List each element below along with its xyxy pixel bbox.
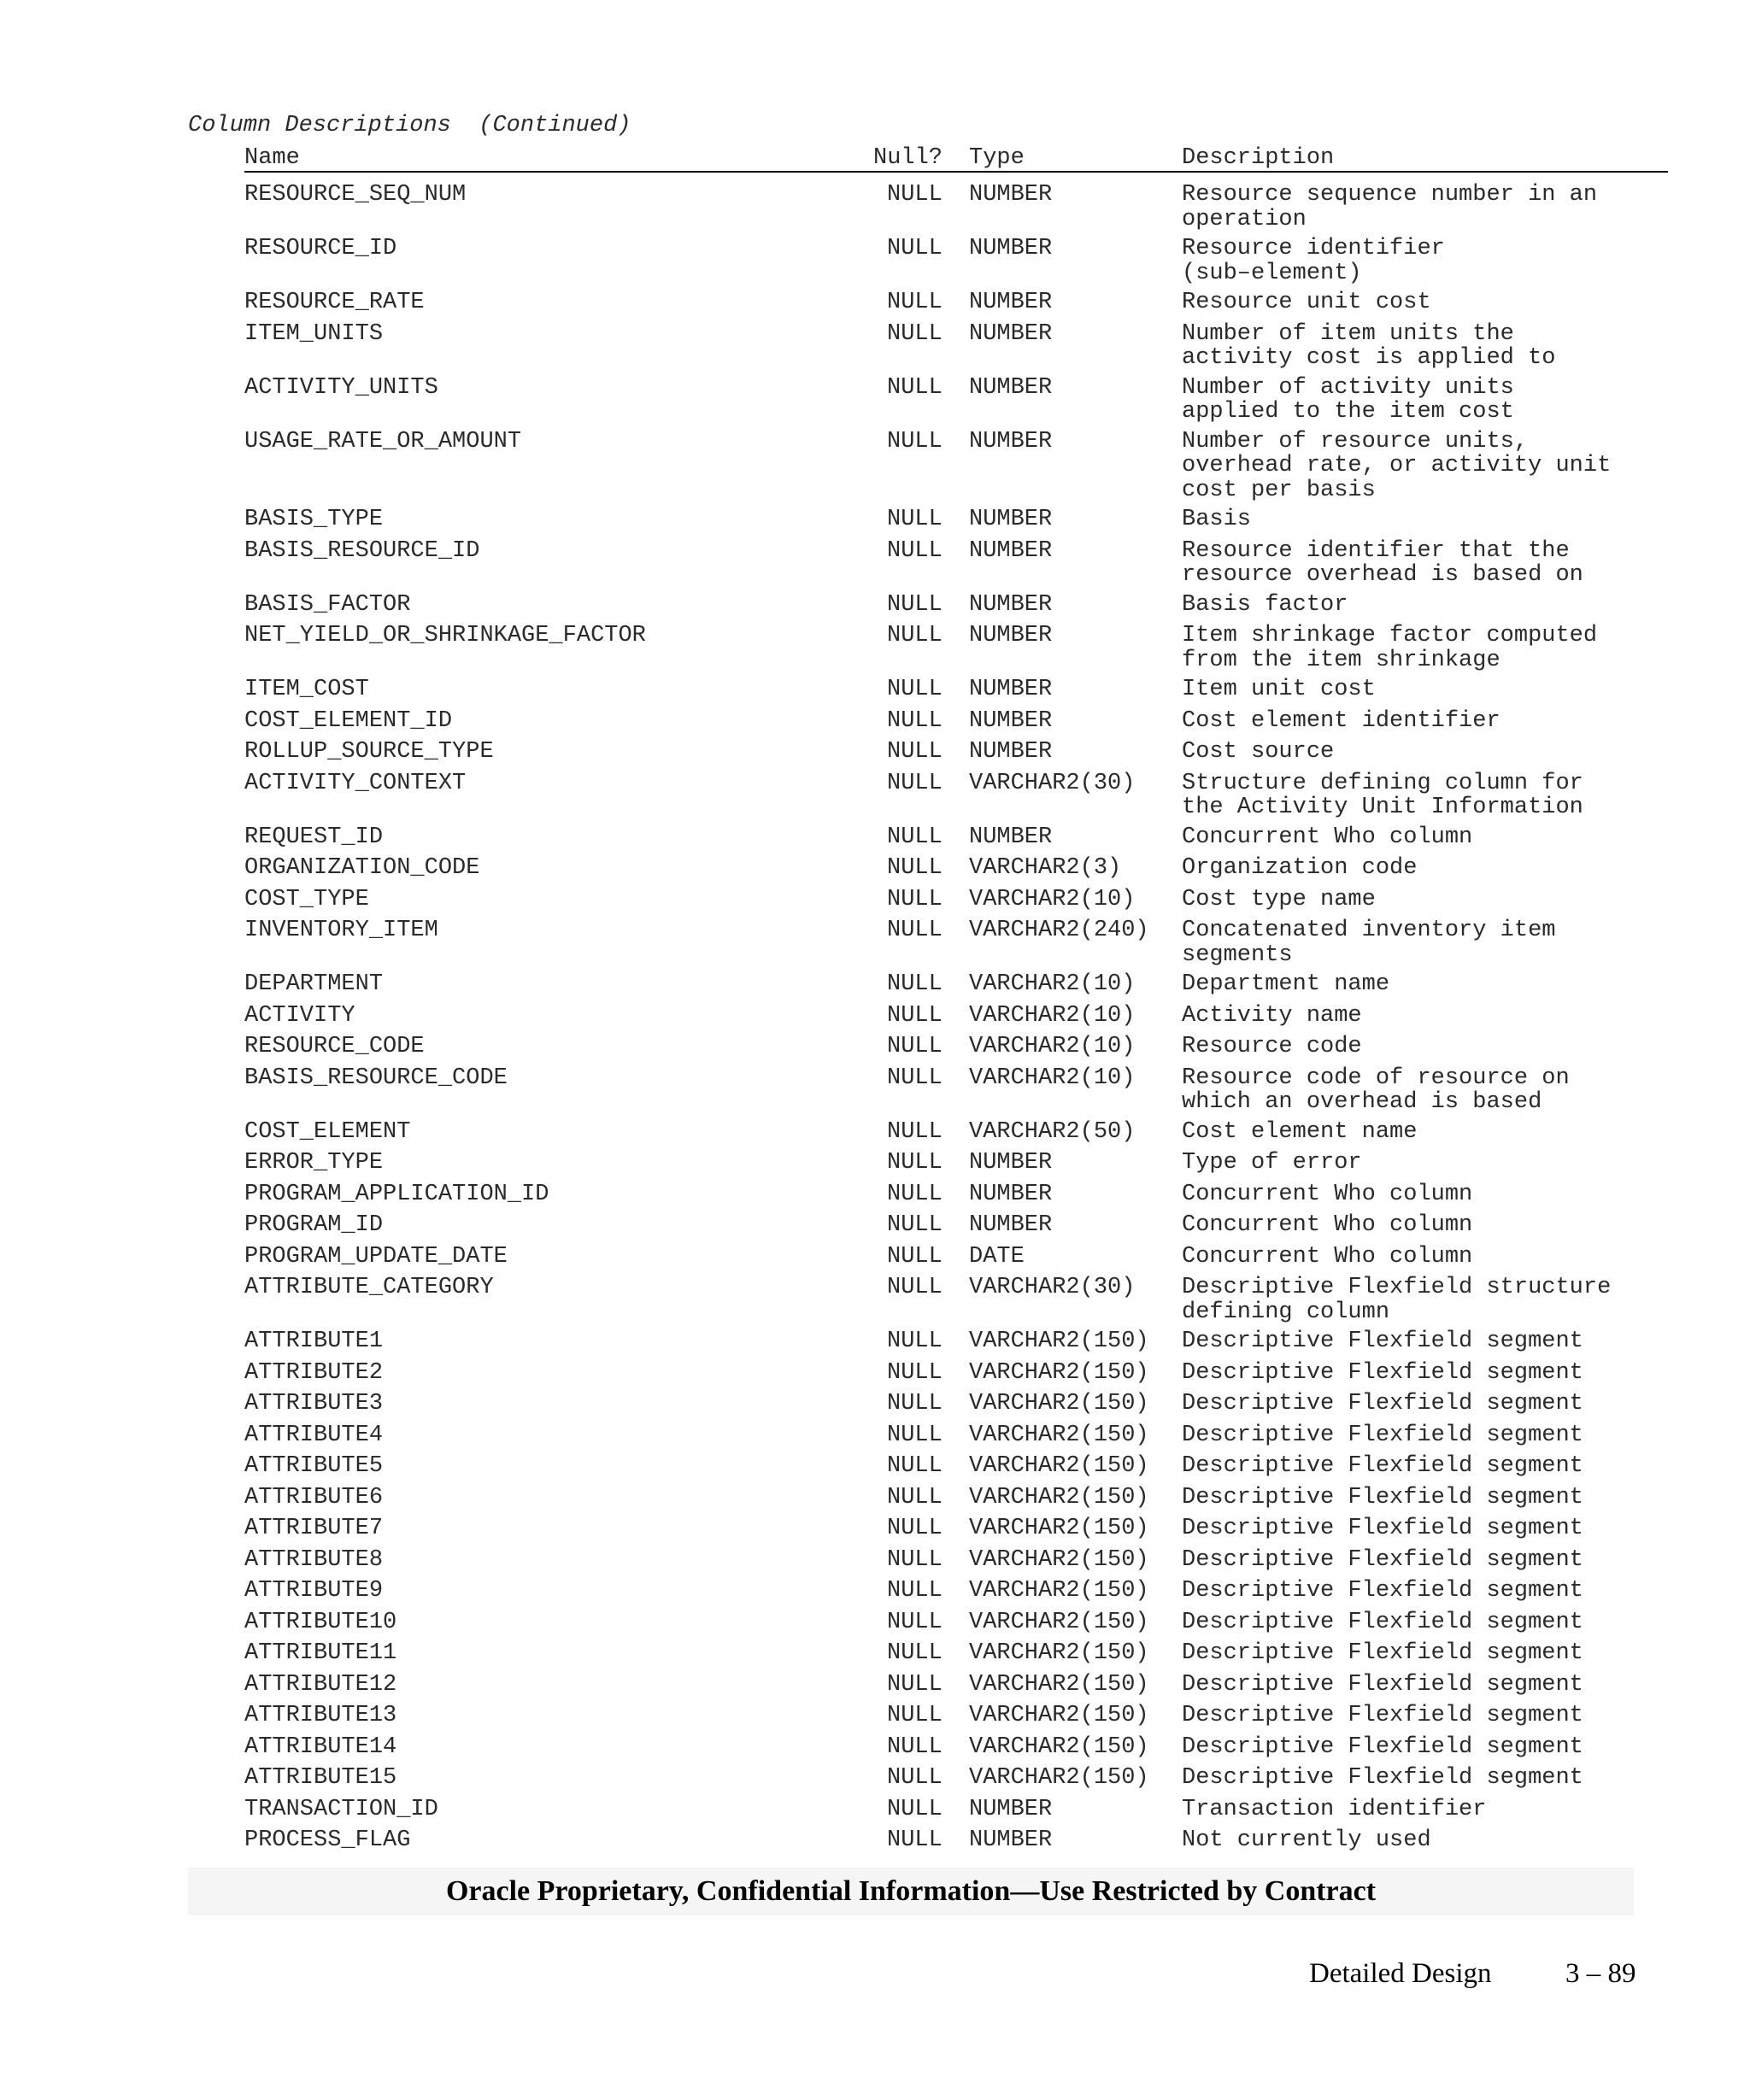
column-description [1182, 1182, 1472, 1207]
description-line: Transaction identifier [1182, 1796, 1487, 1822]
column-type: NUMBER [969, 591, 1053, 618]
column-name: BASIS_RESOURCE_CODE [244, 1065, 508, 1091]
description-line: overhead rate, or activity unit [1182, 453, 1612, 478]
column-null: NULL [887, 1329, 943, 1354]
column-type: DATE [969, 1243, 1025, 1270]
description-line: Concurrent Who column [1182, 1243, 1473, 1270]
column-null: NULL [887, 1546, 943, 1573]
column-null: NULL [887, 290, 943, 315]
column-type: VARCHAR2(150) [969, 1516, 1149, 1541]
description-line: Descriptive Flexfield segment [1182, 1391, 1583, 1417]
description-line: Descriptive Flexfield segment [1182, 1671, 1583, 1698]
column-type: NUMBER [969, 1150, 1053, 1176]
column-description [1182, 1579, 1583, 1604]
column-type: VARCHAR2(150) [969, 1546, 1149, 1573]
column-type: VARCHAR2(150) [969, 1391, 1149, 1417]
column-name: ATTRIBUTE9 [244, 1578, 384, 1604]
column-null: NULL [887, 591, 943, 618]
description-line: resource overhead is based on [1182, 562, 1583, 588]
column-description [1182, 1066, 1570, 1115]
description-line: Structure defining column for [1182, 770, 1583, 796]
column-description [1182, 856, 1417, 881]
column-null: NULL [887, 1796, 943, 1822]
column-type: VARCHAR2(150) [969, 1422, 1149, 1448]
column-null: NULL [887, 1243, 943, 1270]
column-null: NULL [887, 1640, 943, 1666]
column-null: NULL [887, 1212, 943, 1238]
description-line: Type of error [1182, 1150, 1362, 1176]
column-name: ATTRIBUTE15 [244, 1765, 397, 1791]
table-row [244, 1704, 1668, 1728]
description-line: Resource identifier that the [1182, 537, 1570, 564]
column-name: ORGANIZATION_CODE [244, 855, 480, 881]
column-null: NULL [887, 428, 943, 455]
column-type: NUMBER [969, 290, 1053, 315]
column-type: VARCHAR2(150) [969, 1329, 1149, 1354]
section-title: Column Descriptions (Continued) [188, 113, 631, 138]
column-description [1182, 1641, 1583, 1666]
column-null: NULL [887, 707, 943, 734]
column-description [1182, 1329, 1583, 1354]
table-row [244, 1454, 1668, 1479]
column-null: NULL [887, 1765, 943, 1791]
column-name: PROGRAM_APPLICATION_ID [244, 1181, 549, 1207]
table-row [244, 856, 1668, 881]
column-description [1182, 183, 1597, 232]
description-line: Cost element identifier [1182, 707, 1500, 734]
column-name: ATTRIBUTE1 [244, 1329, 384, 1354]
confidential-notice: Oracle Proprietary, Confidential Information––Use Restricted by Contract [188, 1868, 1634, 1915]
column-null: NULL [887, 1065, 943, 1091]
column-null: NULL [887, 374, 943, 401]
description-line: Resource unit cost [1182, 290, 1431, 315]
column-name: BASIS_FACTOR [244, 591, 411, 618]
column-description [1182, 709, 1500, 734]
column-type: VARCHAR2(150) [969, 1765, 1149, 1791]
column-null: NULL [887, 1578, 943, 1604]
column-description [1182, 1548, 1583, 1573]
column-description [1182, 539, 1583, 588]
table-header [244, 145, 1668, 173]
column-description [1182, 507, 1251, 532]
table-row [244, 624, 1668, 672]
column-type: VARCHAR2(150) [969, 1671, 1149, 1698]
table-row [244, 1486, 1668, 1510]
description-line: Cost source [1182, 739, 1335, 765]
column-type: VARCHAR2(150) [969, 1703, 1149, 1728]
description-line: cost per basis [1182, 477, 1376, 503]
table-row [244, 1392, 1668, 1417]
column-type: VARCHAR2(30) [969, 1275, 1136, 1300]
column-description [1182, 322, 1555, 371]
column-name: ATTRIBUTE8 [244, 1546, 384, 1573]
column-description [1182, 1213, 1472, 1238]
column-null: NULL [887, 1034, 943, 1059]
description-line: Descriptive Flexfield segment [1182, 1578, 1583, 1604]
column-null: NULL [887, 623, 943, 648]
table-row [244, 1182, 1668, 1207]
description-line: Number of item units the [1182, 320, 1514, 347]
column-name: ATTRIBUTE4 [244, 1422, 384, 1448]
description-line: from the item shrinkage [1182, 647, 1500, 673]
column-name: TRANSACTION_ID [244, 1796, 438, 1822]
table-row [244, 322, 1668, 371]
table-row [244, 1423, 1668, 1448]
column-description [1182, 290, 1431, 315]
description-line: Descriptive Flexfield segment [1182, 1609, 1583, 1635]
table-row [244, 709, 1668, 734]
column-null: NULL [887, 1733, 943, 1760]
header-null: Null? [873, 145, 943, 171]
description-line: Descriptive Flexfield segment [1182, 1453, 1583, 1479]
table-row [244, 1276, 1668, 1324]
column-description [1182, 1151, 1362, 1176]
column-description [1182, 771, 1583, 820]
column-null: NULL [887, 855, 943, 881]
footer-section-title: Detailed Design [1309, 1958, 1492, 1989]
column-name: COST_ELEMENT [244, 1118, 411, 1145]
column-table [244, 183, 1668, 1860]
column-null: NULL [887, 1118, 943, 1145]
column-name: ROLLUP_SOURCE_TYPE [244, 739, 494, 765]
table-row [244, 1673, 1668, 1698]
description-line: Organization code [1182, 855, 1418, 881]
column-description [1182, 1245, 1472, 1270]
table-row [244, 888, 1668, 912]
description-line: the Activity Unit Information [1182, 795, 1583, 820]
column-name: COST_ELEMENT_ID [244, 707, 453, 734]
table-row [244, 1120, 1668, 1145]
column-description [1182, 740, 1334, 765]
column-type: VARCHAR2(150) [969, 1733, 1149, 1760]
description-line: Not currently used [1182, 1827, 1431, 1853]
table-row [244, 1610, 1668, 1635]
table-row [244, 290, 1668, 315]
column-name: ATTRIBUTE3 [244, 1391, 384, 1417]
column-name: RESOURCE_ID [244, 236, 397, 261]
column-description [1182, 1798, 1486, 1822]
description-line: operation [1182, 206, 1307, 232]
column-null: NULL [887, 971, 943, 997]
description-line: Descriptive Flexfield structure [1182, 1275, 1612, 1300]
table-row [244, 1735, 1668, 1760]
column-null: NULL [887, 677, 943, 702]
column-type: NUMBER [969, 824, 1053, 850]
column-name: BASIS_RESOURCE_ID [244, 537, 480, 564]
column-description [1182, 1392, 1583, 1417]
column-type: NUMBER [969, 1827, 1053, 1853]
column-type: VARCHAR2(10) [969, 1065, 1136, 1091]
description-line: defining column [1182, 1299, 1390, 1325]
table-row [244, 1579, 1668, 1604]
column-type: VARCHAR2(3) [969, 855, 1122, 881]
description-line: Department name [1182, 971, 1390, 997]
description-line: Descriptive Flexfield segment [1182, 1359, 1583, 1386]
description-line: Descriptive Flexfield segment [1182, 1422, 1583, 1448]
description-line: activity cost is applied to [1182, 345, 1556, 371]
column-type: VARCHAR2(150) [969, 1640, 1149, 1666]
column-name: RESOURCE_RATE [244, 290, 425, 315]
column-null: NULL [887, 770, 943, 796]
column-type: NUMBER [969, 739, 1053, 765]
column-description [1182, 1361, 1583, 1386]
description-line: (sub–element) [1182, 260, 1362, 286]
column-type: NUMBER [969, 182, 1053, 208]
column-description [1182, 237, 1445, 285]
column-name: BASIS_TYPE [244, 507, 384, 532]
description-line: Basis factor [1182, 591, 1348, 618]
column-type: NUMBER [969, 707, 1053, 734]
column-description [1182, 593, 1348, 618]
column-description [1182, 1120, 1417, 1145]
column-name: ERROR_TYPE [244, 1150, 384, 1176]
column-null: NULL [887, 320, 943, 347]
description-line: Concurrent Who column [1182, 1181, 1473, 1207]
column-name: INVENTORY_ITEM [244, 918, 438, 943]
table-row [244, 1361, 1668, 1386]
description-line: which an overhead is based [1182, 1089, 1542, 1115]
column-description [1182, 1454, 1583, 1479]
column-null: NULL [887, 1671, 943, 1698]
column-null: NULL [887, 1422, 943, 1448]
description-line: applied to the item cost [1182, 399, 1514, 425]
column-null: NULL [887, 1002, 943, 1029]
column-null: NULL [887, 1150, 943, 1176]
table-row [244, 1004, 1668, 1029]
description-line: Number of activity units [1182, 374, 1514, 401]
column-type: VARCHAR2(10) [969, 886, 1136, 912]
table-row [244, 1766, 1668, 1791]
column-description [1182, 1766, 1583, 1791]
description-line: Cost element name [1182, 1118, 1418, 1145]
table-row [244, 1798, 1668, 1822]
table-row [244, 972, 1668, 997]
column-name: ATTRIBUTE11 [244, 1640, 397, 1666]
description-line: Descriptive Flexfield segment [1182, 1640, 1583, 1666]
column-description [1182, 1704, 1583, 1728]
table-row [244, 1548, 1668, 1573]
column-name: ATTRIBUTE13 [244, 1703, 397, 1728]
column-null: NULL [887, 182, 943, 208]
column-name: DEPARTMENT [244, 971, 384, 997]
column-type: VARCHAR2(10) [969, 971, 1136, 997]
description-line: Cost type name [1182, 886, 1376, 912]
table-row [244, 678, 1668, 702]
description-line: Descriptive Flexfield segment [1182, 1484, 1583, 1510]
table-row [244, 539, 1668, 588]
table-row [244, 376, 1668, 425]
column-description [1182, 430, 1611, 503]
column-name: REQUEST_ID [244, 824, 384, 850]
column-name: ITEM_COST [244, 677, 369, 702]
column-name: PROGRAM_ID [244, 1212, 384, 1238]
table-row [244, 430, 1668, 503]
description-line: Descriptive Flexfield segment [1182, 1516, 1583, 1541]
column-description [1182, 918, 1555, 967]
column-description [1182, 1035, 1362, 1059]
column-description [1182, 678, 1376, 702]
column-null: NULL [887, 1391, 943, 1417]
column-type: NUMBER [969, 236, 1053, 261]
column-description [1182, 888, 1376, 912]
column-null: NULL [887, 1609, 943, 1635]
column-description [1182, 376, 1514, 425]
column-description [1182, 1610, 1583, 1635]
column-null: NULL [887, 824, 943, 850]
column-name: ATTRIBUTE14 [244, 1733, 397, 1760]
table-row [244, 1035, 1668, 1059]
header-type: Type [969, 145, 1025, 171]
description-line: Descriptive Flexfield segment [1182, 1733, 1583, 1760]
column-name: RESOURCE_SEQ_NUM [244, 182, 467, 208]
column-type: VARCHAR2(50) [969, 1118, 1136, 1145]
column-type: NUMBER [969, 1796, 1053, 1822]
column-description [1182, 1516, 1583, 1541]
description-line: Activity name [1182, 1002, 1362, 1029]
header-description: Description [1182, 145, 1335, 171]
column-type: VARCHAR2(150) [969, 1359, 1149, 1386]
column-name: ATTRIBUTE2 [244, 1359, 384, 1386]
column-type: VARCHAR2(150) [969, 1578, 1149, 1604]
column-description [1182, 1004, 1362, 1029]
description-line: Resource code [1182, 1034, 1362, 1059]
column-name: COST_TYPE [244, 886, 369, 912]
column-description [1182, 1423, 1583, 1448]
table-row [244, 593, 1668, 618]
table-row [244, 1516, 1668, 1541]
column-null: NULL [887, 537, 943, 564]
description-line: Concurrent Who column [1182, 824, 1473, 850]
table-row [244, 1329, 1668, 1354]
column-null: NULL [887, 236, 943, 261]
column-null: NULL [887, 507, 943, 532]
column-type: NUMBER [969, 374, 1053, 401]
description-line: Concurrent Who column [1182, 1212, 1473, 1238]
description-line: Item unit cost [1182, 677, 1376, 702]
column-name: ATTRIBUTE5 [244, 1453, 384, 1479]
table-row [244, 1213, 1668, 1238]
footer-page-number: 3 – 89 [1565, 1958, 1636, 1989]
column-name: ATTRIBUTE12 [244, 1671, 397, 1698]
column-name: ATTRIBUTE10 [244, 1609, 397, 1635]
column-name: USAGE_RATE_OR_AMOUNT [244, 428, 522, 455]
column-null: NULL [887, 1827, 943, 1853]
table-row [244, 507, 1668, 532]
column-type: NUMBER [969, 677, 1053, 702]
column-description [1182, 1486, 1583, 1510]
column-type: NUMBER [969, 537, 1053, 564]
table-row [244, 918, 1668, 967]
column-type: NUMBER [969, 507, 1053, 532]
column-type: NUMBER [969, 320, 1053, 347]
description-line: Basis [1182, 507, 1252, 532]
column-description [1182, 972, 1389, 997]
column-type: VARCHAR2(150) [969, 1484, 1149, 1510]
table-row [244, 1245, 1668, 1270]
column-name: ITEM_UNITS [244, 320, 384, 347]
column-null: NULL [887, 1359, 943, 1386]
table-row [244, 771, 1668, 820]
column-type: VARCHAR2(30) [969, 770, 1136, 796]
column-null: NULL [887, 1181, 943, 1207]
column-name: ATTRIBUTE7 [244, 1516, 384, 1541]
column-null: NULL [887, 1516, 943, 1541]
column-description [1182, 1276, 1611, 1324]
column-type: VARCHAR2(10) [969, 1002, 1136, 1029]
description-line: Number of resource units, [1182, 428, 1529, 455]
column-name: ACTIVITY_UNITS [244, 374, 438, 401]
table-row [244, 1066, 1668, 1115]
table-row [244, 740, 1668, 765]
column-null: NULL [887, 1484, 943, 1510]
table-row [244, 237, 1668, 285]
description-line: Descriptive Flexfield segment [1182, 1765, 1583, 1791]
column-type: NUMBER [969, 428, 1053, 455]
column-type: NUMBER [969, 1181, 1053, 1207]
column-null: NULL [887, 886, 943, 912]
description-line: Descriptive Flexfield segment [1182, 1329, 1583, 1354]
column-name: ATTRIBUTE6 [244, 1484, 384, 1510]
column-name: RESOURCE_CODE [244, 1034, 425, 1059]
column-name: NET_YIELD_OR_SHRINKAGE_FACTOR [244, 623, 646, 648]
column-null: NULL [887, 1703, 943, 1728]
column-name: ACTIVITY_CONTEXT [244, 770, 467, 796]
column-null: NULL [887, 918, 943, 943]
description-line: Resource code of resource on [1182, 1065, 1570, 1091]
table-row [244, 183, 1668, 232]
header-name: Name [244, 145, 300, 171]
table-row [244, 1641, 1668, 1666]
column-type: VARCHAR2(240) [969, 918, 1149, 943]
table-row [244, 1828, 1668, 1853]
column-null: NULL [887, 1275, 943, 1300]
column-description [1182, 1828, 1431, 1853]
description-line: Item shrinkage factor computed [1182, 623, 1598, 648]
description-line: Descriptive Flexfield segment [1182, 1703, 1583, 1728]
column-null: NULL [887, 739, 943, 765]
column-description [1182, 1735, 1583, 1760]
table-row [244, 825, 1668, 850]
column-description [1182, 1673, 1583, 1698]
column-type: VARCHAR2(150) [969, 1453, 1149, 1479]
column-null: NULL [887, 1453, 943, 1479]
description-line: Descriptive Flexfield segment [1182, 1546, 1583, 1573]
description-line: Resource identifier [1182, 236, 1445, 261]
column-type: NUMBER [969, 623, 1053, 648]
column-name: PROCESS_FLAG [244, 1827, 411, 1853]
column-description [1182, 825, 1472, 850]
description-line: segments [1182, 941, 1293, 968]
column-type: VARCHAR2(150) [969, 1609, 1149, 1635]
description-line: Concatenated inventory item [1182, 918, 1556, 943]
column-description [1182, 624, 1597, 672]
column-name: ACTIVITY [244, 1002, 355, 1029]
column-type: NUMBER [969, 1212, 1053, 1238]
table-row [244, 1151, 1668, 1176]
description-line: Resource sequence number in an [1182, 182, 1598, 208]
column-name: ATTRIBUTE_CATEGORY [244, 1275, 494, 1300]
column-type: VARCHAR2(10) [969, 1034, 1136, 1059]
column-name: PROGRAM_UPDATE_DATE [244, 1243, 508, 1270]
